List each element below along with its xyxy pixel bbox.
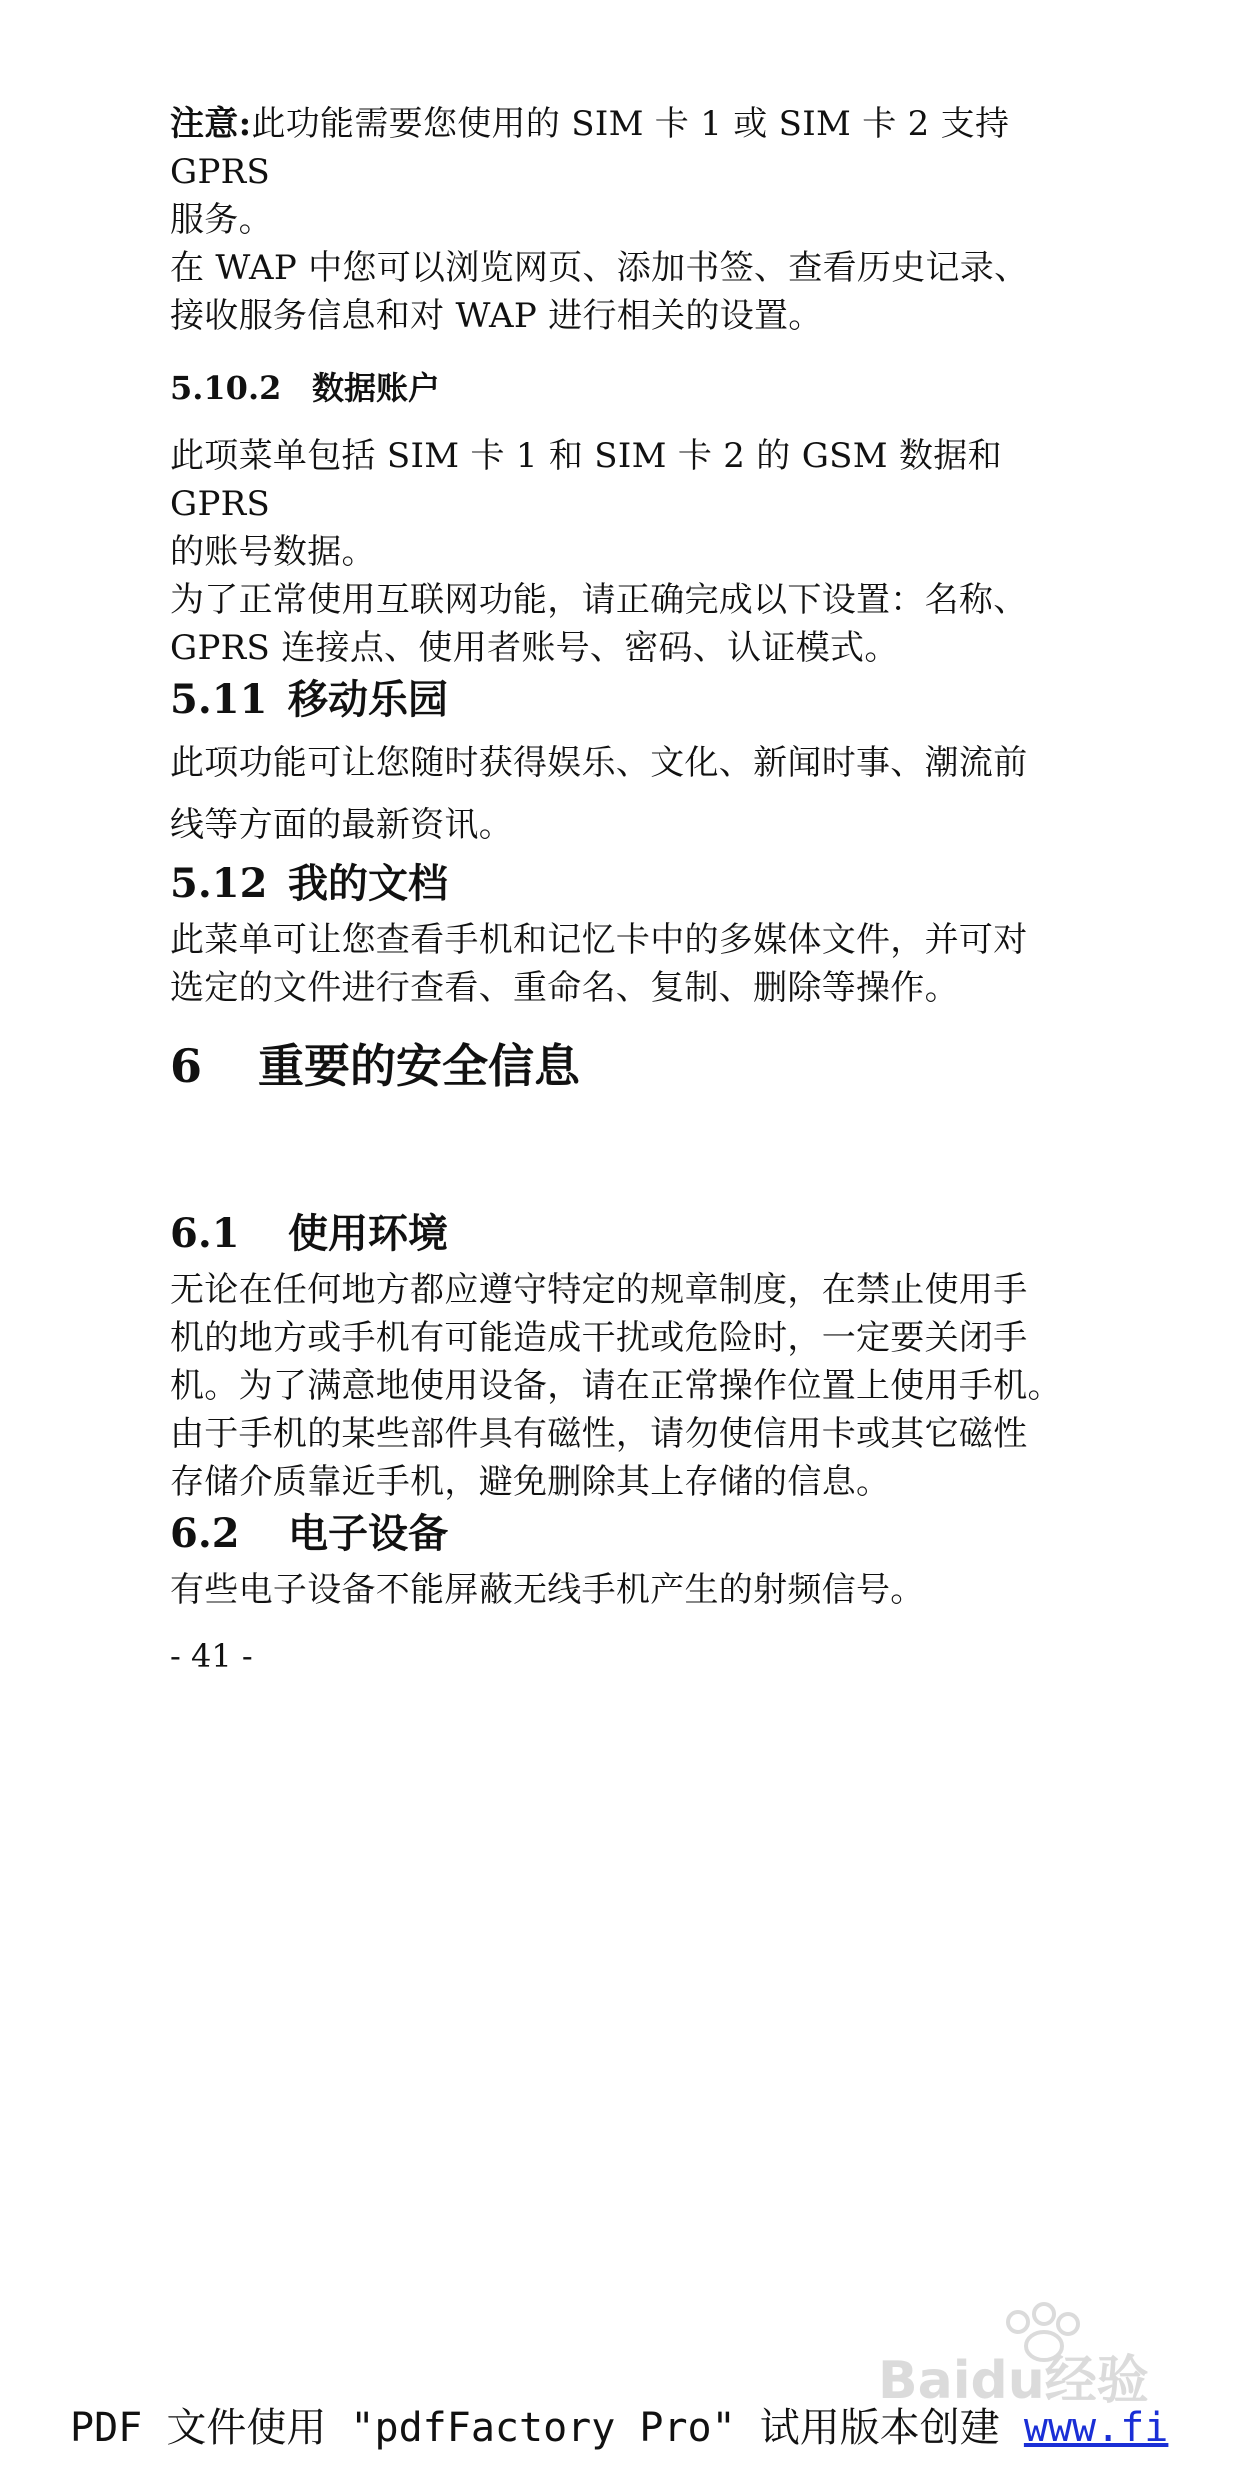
heading-5-11: [170, 672, 1082, 728]
heading-title: 使用环境: [288, 1210, 448, 1257]
baidu-jingyan-watermark: [868, 2300, 1188, 2410]
environment-paragraph: [170, 1266, 1082, 1506]
data-account-paragraph-2: [170, 576, 1082, 672]
heading-title: 数据账户: [312, 369, 441, 407]
environment-line-4: 由于手机的某些部件具有磁性，请勿使信用卡或其它磁性: [170, 1414, 1028, 1454]
data-account-line-2: 的账号数据。: [170, 532, 376, 572]
heading-number: 5.11: [170, 676, 268, 723]
heading-number: 5.12: [170, 860, 268, 907]
heading-number: 6.1: [170, 1210, 240, 1257]
heading-title: 我的文档: [288, 860, 448, 907]
data-account-paragraph-1: [170, 432, 1082, 576]
settings-line-2: GPRS 连接点、使用者账号、密码、认证模式。: [170, 628, 899, 668]
section-gap: [170, 1098, 1082, 1206]
document-page: [170, 100, 1082, 1680]
heading-number: 6.2: [170, 1510, 240, 1557]
heading-6-1: [170, 1206, 1082, 1262]
my-documents-line-1: 此菜单可让您查看手机和记忆卡中的多媒体文件，并可对: [170, 920, 1028, 960]
wap-line-2: 接收服务信息和对 WAP 进行相关的设置。: [170, 296, 823, 336]
electronics-paragraph: [170, 1566, 1082, 1614]
pdf-footer: [70, 2400, 1244, 2456]
environment-line-2: 机的地方或手机有可能造成干扰或危险时，一定要关闭手: [170, 1318, 1028, 1358]
heading-5-10-2: [170, 364, 1082, 412]
heading-5-12: [170, 856, 1082, 912]
environment-line-5: 存储介质靠近手机，避免删除其上存储的信息。: [170, 1462, 891, 1502]
mobile-park-line-2: 线等方面的最新资讯。: [170, 805, 513, 845]
environment-line-1: 无论在任何地方都应遵守特定的规章制度，在禁止使用手: [170, 1270, 1028, 1310]
electronics-line-1: 有些电子设备不能屏蔽无线手机产生的射频信号。: [170, 1570, 925, 1610]
mobile-park-paragraph: [170, 732, 1082, 856]
footer-link[interactable]: www.fi: [1023, 2405, 1169, 2451]
my-documents-line-2: 选定的文件进行查看、重命名、复制、删除等操作。: [170, 968, 959, 1008]
note-line-1: 此功能需要您使用的 SIM 卡 1 或 SIM 卡 2 支持 GPRS: [170, 104, 1010, 192]
gprs-note: [170, 100, 1082, 244]
heading-title: 重要的安全信息: [258, 1039, 580, 1093]
page-number: - 41 -: [170, 1637, 253, 1675]
note-line-2: 服务。: [170, 200, 273, 240]
heading-number: 5.10.2: [170, 369, 282, 407]
data-account-line-1: 此项菜单包括 SIM 卡 1 和 SIM 卡 2 的 GSM 数据和 GPRS: [170, 436, 1002, 524]
environment-line-3: 机。为了满意地使用设备，请在正常操作位置上使用手机。: [170, 1366, 1062, 1406]
heading-6: [170, 1034, 1082, 1098]
wap-line-1: 在 WAP 中您可以浏览网页、添加书签、查看历史记录、: [170, 248, 1029, 288]
wap-paragraph: [170, 244, 1082, 340]
footer-text: PDF 文件使用 "pdfFactory Pro" 试用版本创建: [70, 2405, 1024, 2451]
heading-title: 移动乐园: [288, 676, 448, 723]
heading-number: 6: [170, 1039, 203, 1093]
watermark-text: Baidu经验: [878, 2351, 1149, 2410]
heading-6-2: [170, 1506, 1082, 1562]
mobile-park-line-1: 此项功能可让您随时获得娱乐、文化、新闻时事、潮流前: [170, 743, 1028, 783]
my-documents-paragraph: [170, 916, 1082, 1012]
heading-title: 电子设备: [288, 1510, 448, 1557]
note-label: 注意:: [170, 104, 252, 144]
settings-line-1: 为了正常使用互联网功能，请正确完成以下设置：名称、: [170, 580, 1028, 620]
